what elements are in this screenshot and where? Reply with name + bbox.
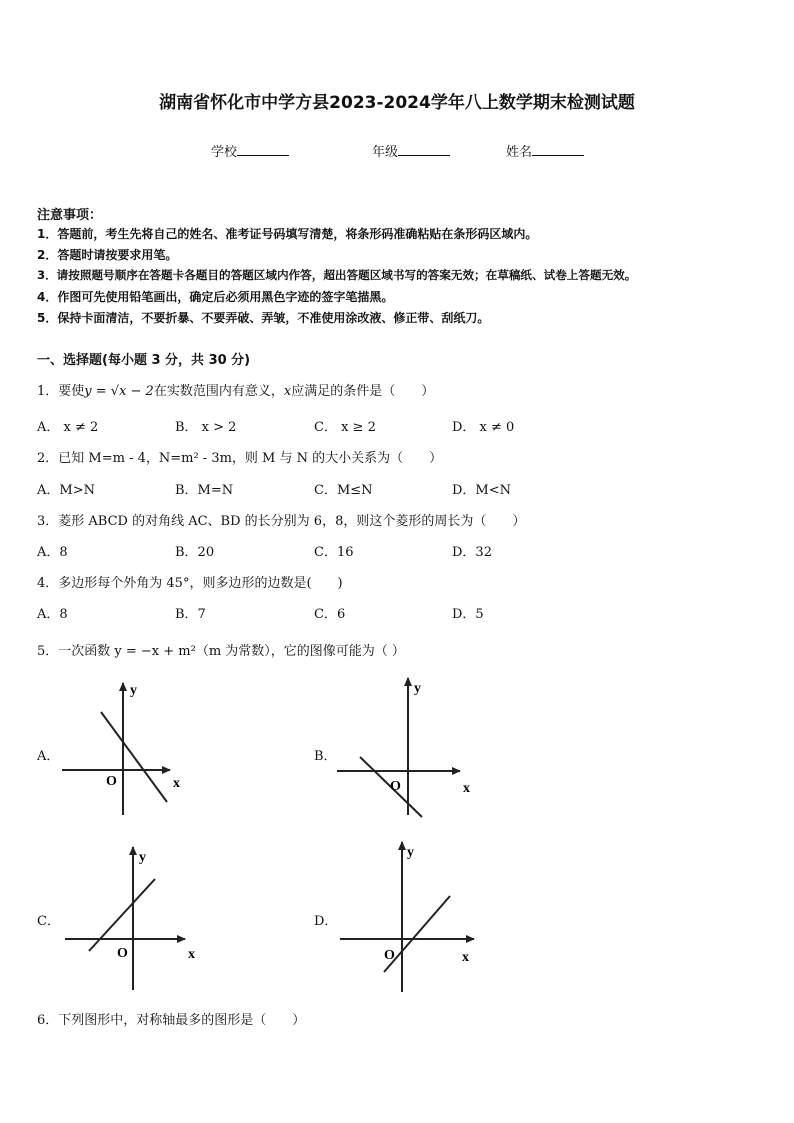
x-axis-label: x (188, 947, 195, 962)
note-item: 2．答题时请按要求用笔。 (37, 248, 178, 262)
name-label: 姓名 (506, 145, 533, 160)
origin-label: O (390, 779, 401, 794)
x-axis-label: x (463, 781, 470, 796)
q4-option-d: D．5 (452, 607, 484, 622)
note-item: 3．请按照题号顺序在答题卡各题目的答题区域内作答，超出答题区域书写的答案无效；在草稿纸、试卷上答题无效。 (37, 268, 637, 282)
y-axis-label: y (407, 845, 414, 860)
graph-a (62, 683, 180, 815)
note-item: 4．作图可先使用铅笔画出，确定后必须用黑色字迹的签字笔描黑。 (37, 290, 394, 304)
x-axis-label: x (462, 950, 469, 965)
graph-c (65, 847, 195, 990)
q4-option-a: A．8 (37, 607, 68, 622)
q2-option-a: A．M>N (37, 483, 95, 498)
q1-option-d: D． x ≠ 0 (452, 420, 515, 435)
q3-option-a: A．8 (37, 545, 68, 560)
origin-label: O (117, 946, 128, 961)
graph-d (340, 842, 474, 992)
question-5: 5．一次函数 y = −x + m²（m 为常数），它的图像可能为（ ） (37, 644, 405, 659)
grade-label: 年级 (372, 145, 399, 160)
q2-option-d: D．M<N (452, 483, 512, 498)
question-3: 3．菱形 ABCD 的对角线 AC、BD 的长分别为 6，8，则这个菱形的周长为（ ） (37, 514, 526, 529)
q4-option-b: B．7 (175, 607, 206, 622)
question-4: 4．多边形每个外角为 45°，则多边形的边数是( ) (37, 576, 343, 591)
q1-formula: y = √x − 2 (84, 384, 154, 399)
q1-option-b: B． x > 2 (175, 420, 237, 435)
y-axis-label: y (414, 681, 421, 696)
question-1: 1．要使y = √x − 2在实数范围内有意义，x应满足的条件是（ ） (37, 384, 435, 399)
q4-option-c: C．6 (314, 607, 346, 622)
y-axis-label: y (139, 850, 146, 865)
notes-heading: 注意事项： (37, 208, 103, 223)
q3-option-b: B．20 (175, 545, 215, 560)
note-item: 1．答题前，考生先将自己的姓名、准考证号码填写清楚，将条形码准确粘贴在条形码区域内。 (37, 227, 538, 241)
x-axis-label: x (173, 776, 180, 791)
q3-option-c: C．16 (314, 545, 354, 560)
q2-option-c: C．M≤N (314, 483, 373, 498)
page-title: 湖南省怀化市中学方县2023-2024学年八上数学期末检测试题 (159, 93, 635, 113)
graph-b-label: B． (314, 749, 337, 764)
school-label: 学校 (211, 145, 238, 160)
graph-a-label: A． (37, 749, 60, 764)
origin-label: O (384, 948, 395, 963)
origin-label: O (106, 774, 117, 789)
q1-option-c: C． x ≥ 2 (314, 420, 376, 435)
section-heading: 一、选择题(每小题 3 分，共 30 分) (37, 353, 251, 368)
note-item: 5．保持卡面清洁，不要折暴、不要弄破、弄皱，不准使用涂改液、修正带、刮纸刀。 (37, 311, 490, 325)
q2-option-b: B．M=N (175, 483, 234, 498)
question-2: 2．已知 M=m - 4，N=m² - 3m，则 M 与 N 的大小关系为（ ） (37, 451, 443, 466)
q3-option-d: D．32 (452, 545, 492, 560)
graph-c-label: C． (37, 914, 60, 929)
question-6: 6．下列图形中，对称轴最多的图形是（ ） (37, 1013, 306, 1028)
function-line (89, 879, 155, 951)
graph-d-label: D． (314, 914, 338, 929)
q1-option-a: A． x ≠ 2 (37, 420, 99, 435)
graph-b (337, 678, 470, 817)
y-axis-label: y (130, 683, 137, 698)
